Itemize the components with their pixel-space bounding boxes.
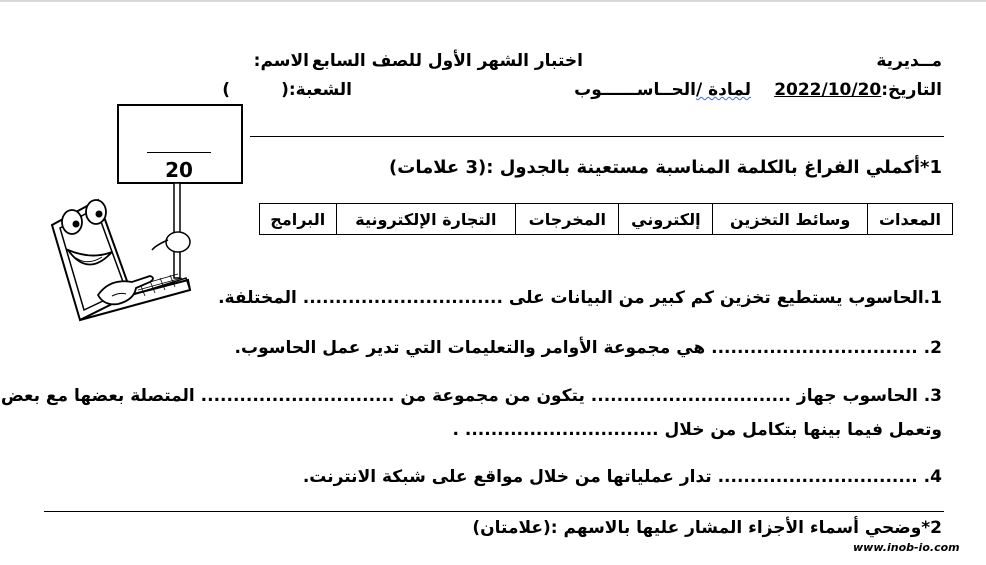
word-bank-cell: المعدات: [867, 204, 952, 235]
word-bank-cell: وسائط التخزين: [713, 204, 868, 235]
section-label: الشعبة:(: [281, 80, 352, 100]
question1-item-1: 1.الحاسوب يستطيع تخزين كم كبير من البيانات على ............................... المختلفة.: [218, 288, 942, 308]
date-line: [774, 79, 942, 101]
directorate-label: مــديرية: [876, 51, 942, 71]
question2-title: 2*وضحي أسماء الأجزاء المشار عليها بالاسهم :(علامتان): [472, 518, 942, 538]
score-line: [147, 152, 211, 153]
word-bank-cell: إلكتروني: [619, 204, 713, 235]
exam-title: اختبار الشهر الأول للصف السابع: [311, 51, 583, 71]
header-divider: [250, 136, 944, 137]
date-value: 2022/10/20: [774, 80, 882, 100]
word-bank-cell: المخرجات: [516, 204, 619, 235]
word-bank-cell: التجارة الإلكترونية: [336, 204, 516, 235]
subject-prefix: لمادة /: [695, 80, 751, 100]
question1-item-3: 3. الحاسوب جهاز ............................... يتكون من مجموعة من .............................. المتصلة بعضها مع بعض: [0, 386, 942, 406]
word-bank-table: [259, 203, 953, 235]
section-close: ): [222, 80, 230, 100]
top-border: [0, 0, 986, 2]
word-bank-cell: البرامج: [260, 204, 337, 235]
question1-title: 1*أكملي الفراغ بالكلمة المناسبة مستعينة بالجدول :(3 علامات): [389, 157, 942, 178]
website-watermark: www.inob-io.com: [853, 541, 960, 554]
subject-line: [574, 79, 751, 101]
question1-item-4: 4. ............................... تدار عملياتها من خلال مواقع على شبكة الانترنت.: [302, 467, 942, 487]
section-divider: [44, 511, 944, 512]
date-label: التاريخ:: [881, 80, 942, 100]
question1-item-2: 2. ................................ هي مجموعة الأوامر والتعليمات التي تدير عمل الحاسوب.: [234, 338, 942, 358]
name-label: الاسم:: [253, 51, 309, 71]
question1-item-3-continued: وتعمل فيما بينها بتكامل من خلال .............................. .: [452, 420, 942, 440]
subject-value: الحــاســــــوب: [574, 80, 696, 100]
total-score: 20: [165, 158, 193, 182]
